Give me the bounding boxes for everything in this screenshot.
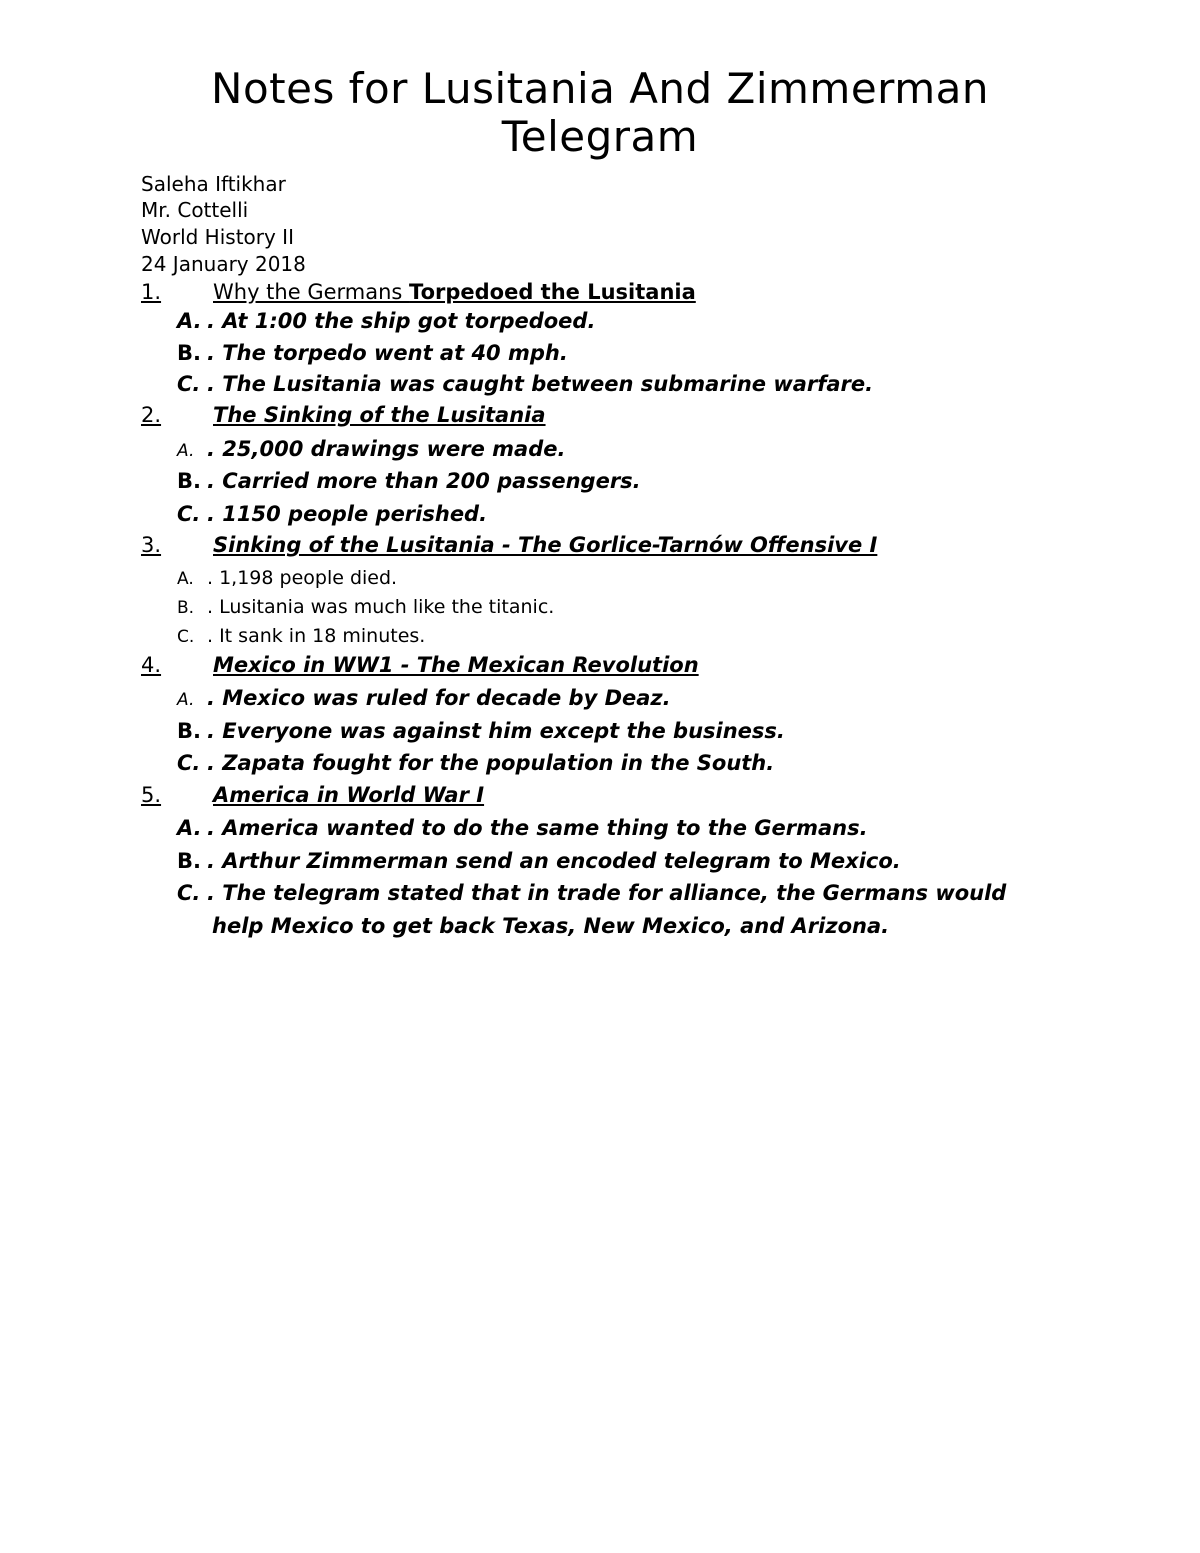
list-item [177, 592, 554, 623]
section-heading-text: Sinking of the Lusitania - The Gorlice-Tarnów Offensive I [213, 533, 878, 557]
item-text: . Carried more than 200 passengers. [207, 469, 641, 493]
item-text: . It sank in 18 minutes. [207, 625, 426, 647]
item-letter: C. [177, 881, 201, 905]
list-item [177, 466, 641, 496]
document-title-line-2: Telegram [501, 112, 699, 161]
item-letter: A. [177, 441, 195, 461]
item-text: . Lusitania was much like the titanic. [207, 596, 555, 618]
heading-part-2: Torpedoed the Lusitania [409, 280, 696, 304]
item-letter: C. [177, 751, 201, 775]
section-heading-1 [141, 278, 696, 306]
list-item [177, 716, 785, 746]
list-item [177, 748, 774, 778]
item-letter: C. [177, 502, 201, 526]
section-number: 2. [141, 403, 162, 427]
item-letter: A. [177, 569, 194, 589]
list-item [177, 878, 1006, 908]
item-letter: B. [177, 469, 201, 493]
item-letter: C. [177, 372, 201, 396]
item-text: . America wanted to do the same thing to the Germans. [207, 816, 868, 840]
item-text: . Mexico was ruled for decade by Deaz. [207, 686, 671, 710]
section-number: 1. [141, 280, 162, 304]
list-item [177, 338, 568, 368]
item-text: . Arthur Zimmerman send an encoded telegram to Mexico. [207, 849, 901, 873]
item-letter: A. [177, 690, 195, 710]
section-heading-text: Mexico in WW1 - The Mexican Revolution [213, 653, 699, 677]
item-text: . 1,198 people died. [207, 567, 398, 589]
item-letter: A. [177, 816, 202, 840]
item-text: . 1150 people perished. [207, 502, 488, 526]
section-number: 3. [141, 533, 162, 557]
section-number: 5. [141, 783, 162, 807]
item-letter: B. [177, 719, 201, 743]
item-letter: B. [177, 849, 201, 873]
list-item [177, 813, 868, 843]
list-item [177, 683, 671, 715]
item-letter: C. [177, 627, 195, 647]
list-item [177, 621, 425, 652]
section-heading-4 [141, 651, 699, 679]
section-heading-5 [141, 781, 484, 809]
list-item [177, 846, 901, 876]
student-name: Saleha Iftikhar [141, 172, 286, 196]
list-item [177, 369, 873, 399]
section-heading-text: America in World War I [213, 783, 485, 807]
item-letter: B. [177, 341, 201, 365]
document-date: 24 January 2018 [141, 252, 306, 276]
item-letter: A. [177, 309, 202, 333]
section-heading-text [213, 280, 696, 304]
item-text: . Everyone was against him except the business. [207, 719, 785, 743]
item-text: . The telegram stated that in trade for alliance, the Germans would [207, 881, 1007, 905]
list-item-continuation: help Mexico to get back Texas, New Mexico, and Arizona. [212, 914, 890, 938]
item-letter: B. [177, 598, 195, 618]
section-number: 4. [141, 653, 162, 677]
item-text: . Zapata fought for the population in the South. [207, 751, 775, 775]
list-item [177, 306, 595, 336]
item-text: . The torpedo went at 40 mph. [207, 341, 568, 365]
section-heading-2 [141, 401, 546, 429]
heading-part-1: Why the Germans [213, 280, 410, 304]
teacher-name: Mr. Cottelli [141, 198, 249, 222]
list-item [177, 434, 565, 466]
item-text: . At 1:00 the ship got torpedoed. [207, 309, 596, 333]
list-item [177, 563, 397, 594]
item-text: . 25,000 drawings were made. [207, 437, 566, 461]
document-title-line-1: Notes for Lusitania And Zimmerman [211, 64, 989, 113]
section-heading-3 [141, 531, 877, 559]
item-text: . The Lusitania was caught between submarine warfare. [207, 372, 874, 396]
list-item [177, 499, 487, 529]
course-name: World History II [141, 225, 294, 249]
section-heading-text: The Sinking of the Lusitania [213, 403, 546, 427]
